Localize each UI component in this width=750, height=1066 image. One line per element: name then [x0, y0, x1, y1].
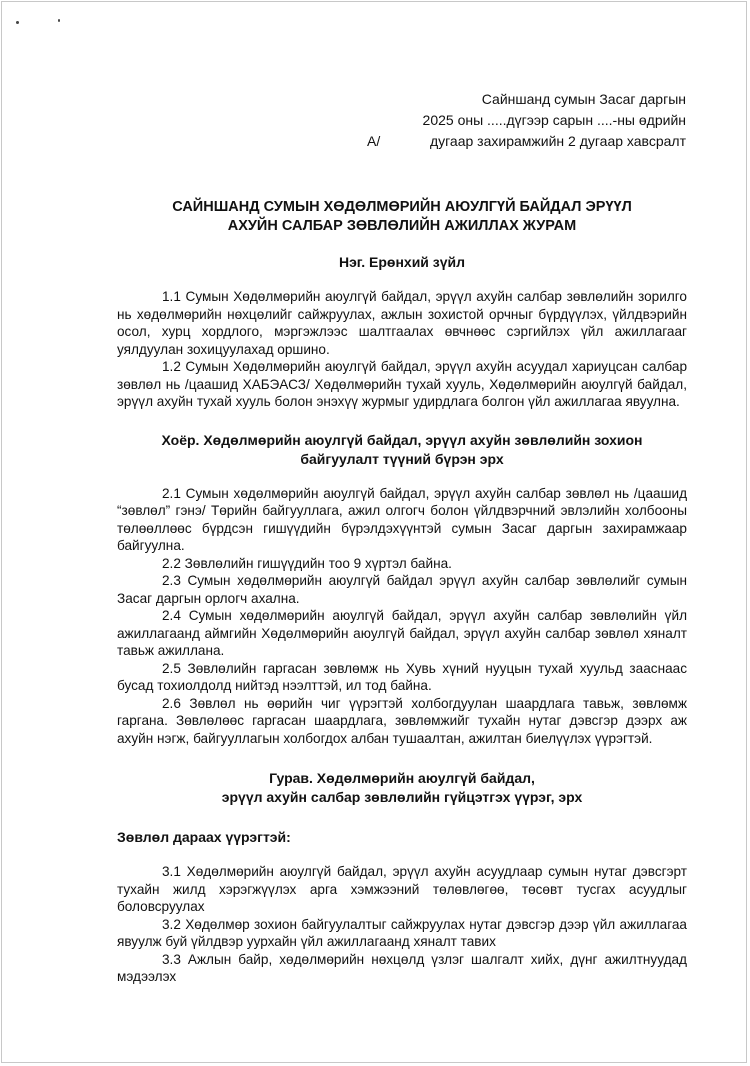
document-title-line-2: АХУЙН САЛБАР ЗӨВЛӨЛИЙН АЖИЛЛАХ ЖУРАМ [227, 218, 577, 234]
paragraph-3-3: 3.3 Ажлын байр, хөдөлмөрийн нөхцөлд үзлэг шалгалт хийх, дүнг ажилтнуудад мэдээлэх [117, 951, 687, 984]
paragraph-2-4: 2.4 Сумын хөдөлмөрийн аюулгүй байдал, эрүүл ахуйн салбар зөвлөлийн үйл ажиллагаанд аймгийн Хөдөлмөрийн аюулгүй байдал, эрүүл ахуйн салбар зөвлөл хяналт тавьж ажиллана. [117, 608, 687, 658]
section-3-heading-line-1: Гурав. Хөдөлмөрийн аюулгүй байдал, [269, 770, 535, 786]
section-2-heading-line-1: Хоёр. Хөдөлмөрийн аюулгүй байдал, эрүүл ахуйн зөвлөлийн зохион [161, 431, 643, 448]
paragraph-3-2: 3.2 Хөдөлмөр зохион байгуулалтыг сайжруулах нутаг дэвсгэр дээр үйл ажиллагаа явуулж буй үйлдвэр уурхайн үйл ажиллагаанд хяналт тавих [117, 916, 687, 949]
duties-subheading: Зөвлөл дараах үүрэгтэй: [117, 829, 291, 845]
header-line-3 [117, 131, 686, 152]
section-2-heading [117, 431, 687, 469]
header-line-1: Сайншанд сумын Засаг даргын [481, 91, 686, 107]
header-line-2: 2025 оны .....дүгээр сарын ....-ны өдрийн [422, 112, 686, 128]
document-page [117, 89, 687, 986]
paragraph-3-1: 3.1 Хөдөлмөрийн аюулгүй байдал, эрүүл ахуйн асуудлаар сумын нутаг дэвсгэрт тухайн жилд хэрэгжүүлэх арга хэмжээний төлөвлөгөө, төсөвт тусгах асуудлыг боловсруулах [117, 864, 687, 914]
annex-header [117, 89, 686, 152]
paragraph-2-5: 2.5 Зөвлөлийн гаргасан зөвлөмж нь Хувь хүний нууцын тухай хуульд зааснаас бусад тохиолдолд нийтэд нээлттэй, ил тод байна. [117, 660, 687, 693]
paragraph-2-1: 2.1 Сумын хөдөлмөрийн аюулгүй байдал, эрүүл ахуйн салбар зөвлөл нь /цаашид “зөвлөл” гэнэ/ Төрийн байгууллага, ажил олгогч болон үйлдвэрчний эвлэлийн холбооны төлөөллөөс бүрдсэн гишүүдийн бүрэлдэхүүнтэй сумын Засаг даргын захирамжаар байгуулна. [117, 485, 687, 553]
document-title [117, 198, 687, 236]
section-3-heading-line-2: эрүүл ахуйн салбар зөвлөлийн гүйцэтгэх үүрэг, эрх [221, 789, 583, 805]
order-text: дугаар захирамжийн 2 дугаар хавсралт [429, 133, 686, 149]
paragraph-1-2: 1.2 Сумын Хөдөлмөрийн аюулгүй байдал, эрүүл ахуйн асуудал хариуцсан салбар зөвлөл нь /цаашид ХАБЭАСЗ/ Хөдөлмөрийн тухай хууль, Хөдөлмөрийн аюулгүй байдал, эрүүл ахуйн тухай хууль болон энэхүү журмыг удирдлага болгон үйл ажиллагаа явуулна. [117, 359, 687, 409]
scan-speck [16, 21, 19, 24]
paragraph-2-3: 2.3 Сумын хөдөлмөрийн аюулгүй байдал эрүүл ахуйн салбар зөвлөлийг сумын Засаг даргын орлогч ахална. [117, 573, 687, 606]
section-3-heading [117, 769, 687, 807]
section-1-heading: Нэг. Ерөнхий зүйл [338, 254, 466, 270]
document-title-line-1: САЙНШАНД СУМЫН ХӨДӨЛМӨРИЙН АЮУЛГҮЙ БАЙДАЛ ЭРҮҮЛ [172, 199, 632, 215]
paragraph-2-2: 2.2 Зөвлөлийн гишүүдийн тоо 9 хүртэл байна. [162, 555, 452, 571]
scan-speck [58, 19, 60, 22]
paragraph-1-1: 1.1 Сумын Хөдөлмөрийн аюулгүй байдал, эрүүл ахуйн салбар зөвлөлийн зорилго нь хөдөлмөрийн нөхцөлийг сайжруулах, ажлын зохистой орчныг бүрдүүлэх, үйлдвэрийн осол, хурц хордлого, мэргэжлээс шалтгаалах өвчнөөс сэргийлэх үйл ажиллагааг уялдуулан зохицуулахад оршино. [117, 289, 687, 357]
paragraph-2-6: 2.6 Зөвлөл нь өөрийн чиг үүрэгтэй холбогдуулан шаардлага тавьж, зөвлөмж гаргана. Зөвлөлөөс гаргасан шаардлага, зөвлөмжийг тухайн нутаг дэвсгэр дээрх аж ахуйн нэгж, байгууллагын холбогдох албан тушаалтан, ажилтан биелүүлэх үүрэгтэй. [117, 695, 687, 746]
order-prefix: А/ [367, 133, 381, 149]
section-2-heading-line-2: байгуулалт түүний бүрэн эрх [300, 450, 504, 467]
